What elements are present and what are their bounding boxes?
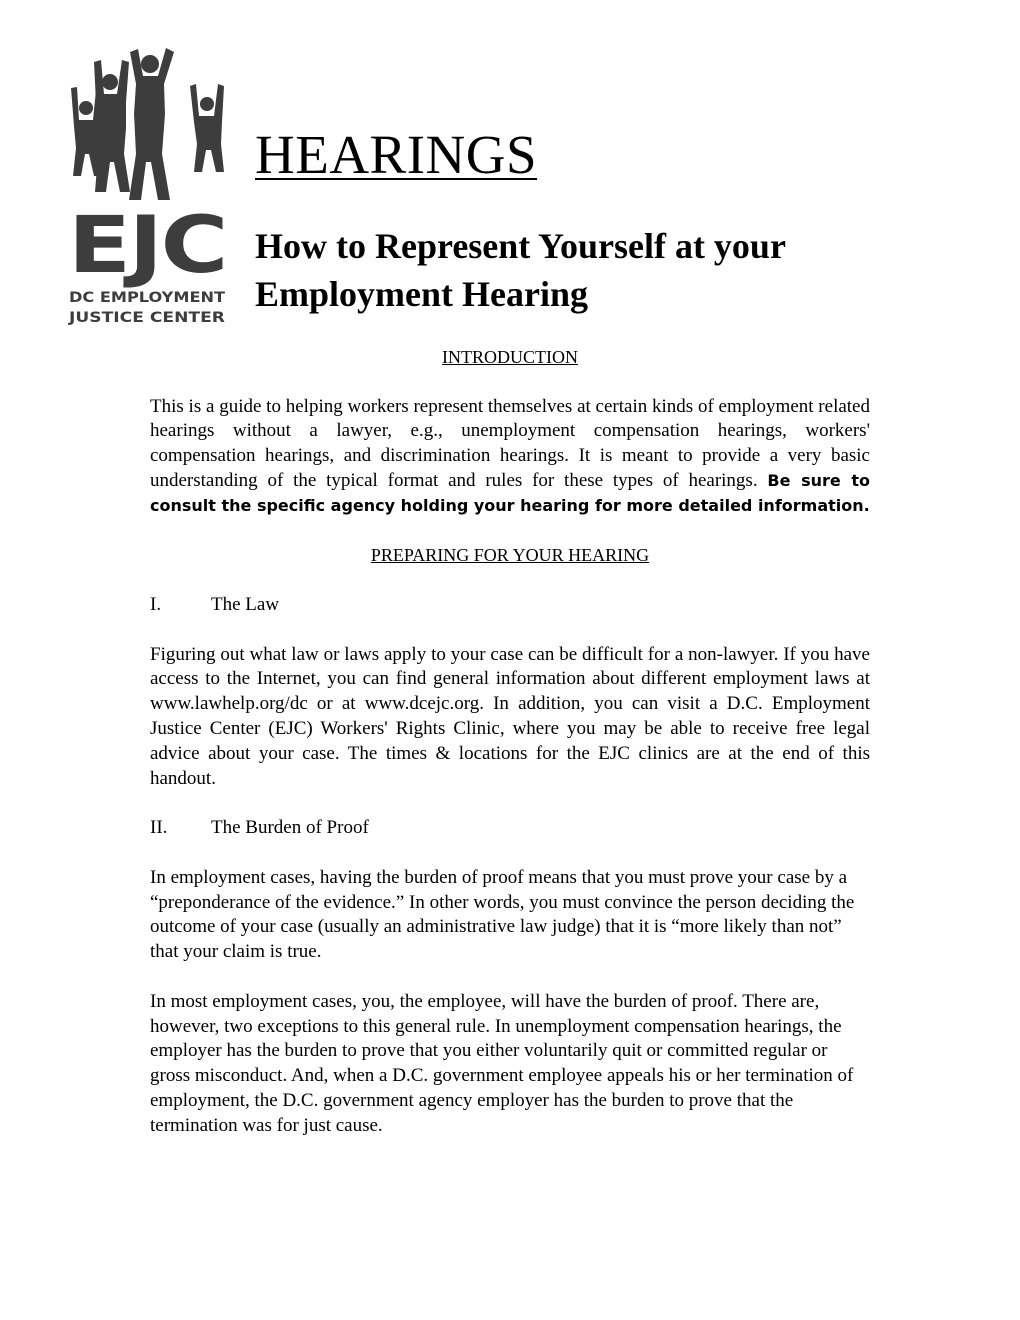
- intro-paragraph: [150, 395, 870, 519]
- intro-text: This is a guide to helping workers represent themselves at certain kinds of employment related hearings without a lawyer, e.g., unemployment compensation hearings, workers' compensation hearings, and discrimination hearings. It is meant to provide a very basic understanding of the typical format and rules for these types of hearings.: [150, 395, 870, 491]
- page-subtitle: How to Represent Yourself at your Employment Hearing: [255, 226, 786, 314]
- raised-hands-people-icon: [71, 48, 224, 200]
- burden-paragraph-2: In most employment cases, you, the employee, will have the burden of proof. There are, however, two exceptions to this general rule. In unemployment compensation hearings, the employer has the burden to prove that you either voluntarily quit or committed regular or gross misconduct. And, when a D.C. government employee appeals his or her termination of employment, the D.C. government agency employer has the burden to prove that the termination was for just cause.: [150, 990, 854, 1136]
- burden-paragraph-1: In employment cases, having the burden of proof means that you must prove your case by a “preponderance of the evidence.” In other words, you must convince the person deciding the outcome of your case (usually an administrative law judge) that it is “more likely than not” that your claim is true.: [150, 866, 855, 963]
- section-number: II.: [150, 817, 168, 839]
- section-title: The Burden of Proof: [211, 817, 369, 839]
- ejc-logo: [66, 44, 228, 326]
- page-title: HEARINGS: [255, 124, 538, 185]
- logo-line-1: DC EMPLOYMENT: [69, 290, 226, 306]
- intro-heading: INTRODUCTION: [442, 347, 578, 367]
- intro-callout: Be sure to consult the specific agency holding your hearing for more detailed information.: [150, 470, 870, 515]
- section-number: I.: [150, 593, 162, 615]
- logo-line-2: JUSTICE CENTER: [67, 310, 226, 326]
- section-title: The Law: [211, 593, 280, 615]
- section-heading-law: [150, 593, 870, 618]
- law-paragraph: Figuring out what law or laws apply to your case can be difficult for a non-lawyer. If you have access to the Internet, you can find general information about different employment laws at www.lawhelp.org/dc or at www.dcejc.org. In addition, you can visit a D.C. Employment Justice Center (EJC) Workers' Rights Clinic, where you may be able to receive free legal advice about your case. The times & locations for the EJC clinics are at the end of this handout.: [150, 643, 870, 789]
- section-heading-burden-of-proof: [150, 816, 870, 841]
- preparing-heading: PREPARING FOR YOUR HEARING: [370, 545, 650, 566]
- document-body: [150, 345, 870, 1139]
- logo-letters: EJC: [68, 201, 226, 291]
